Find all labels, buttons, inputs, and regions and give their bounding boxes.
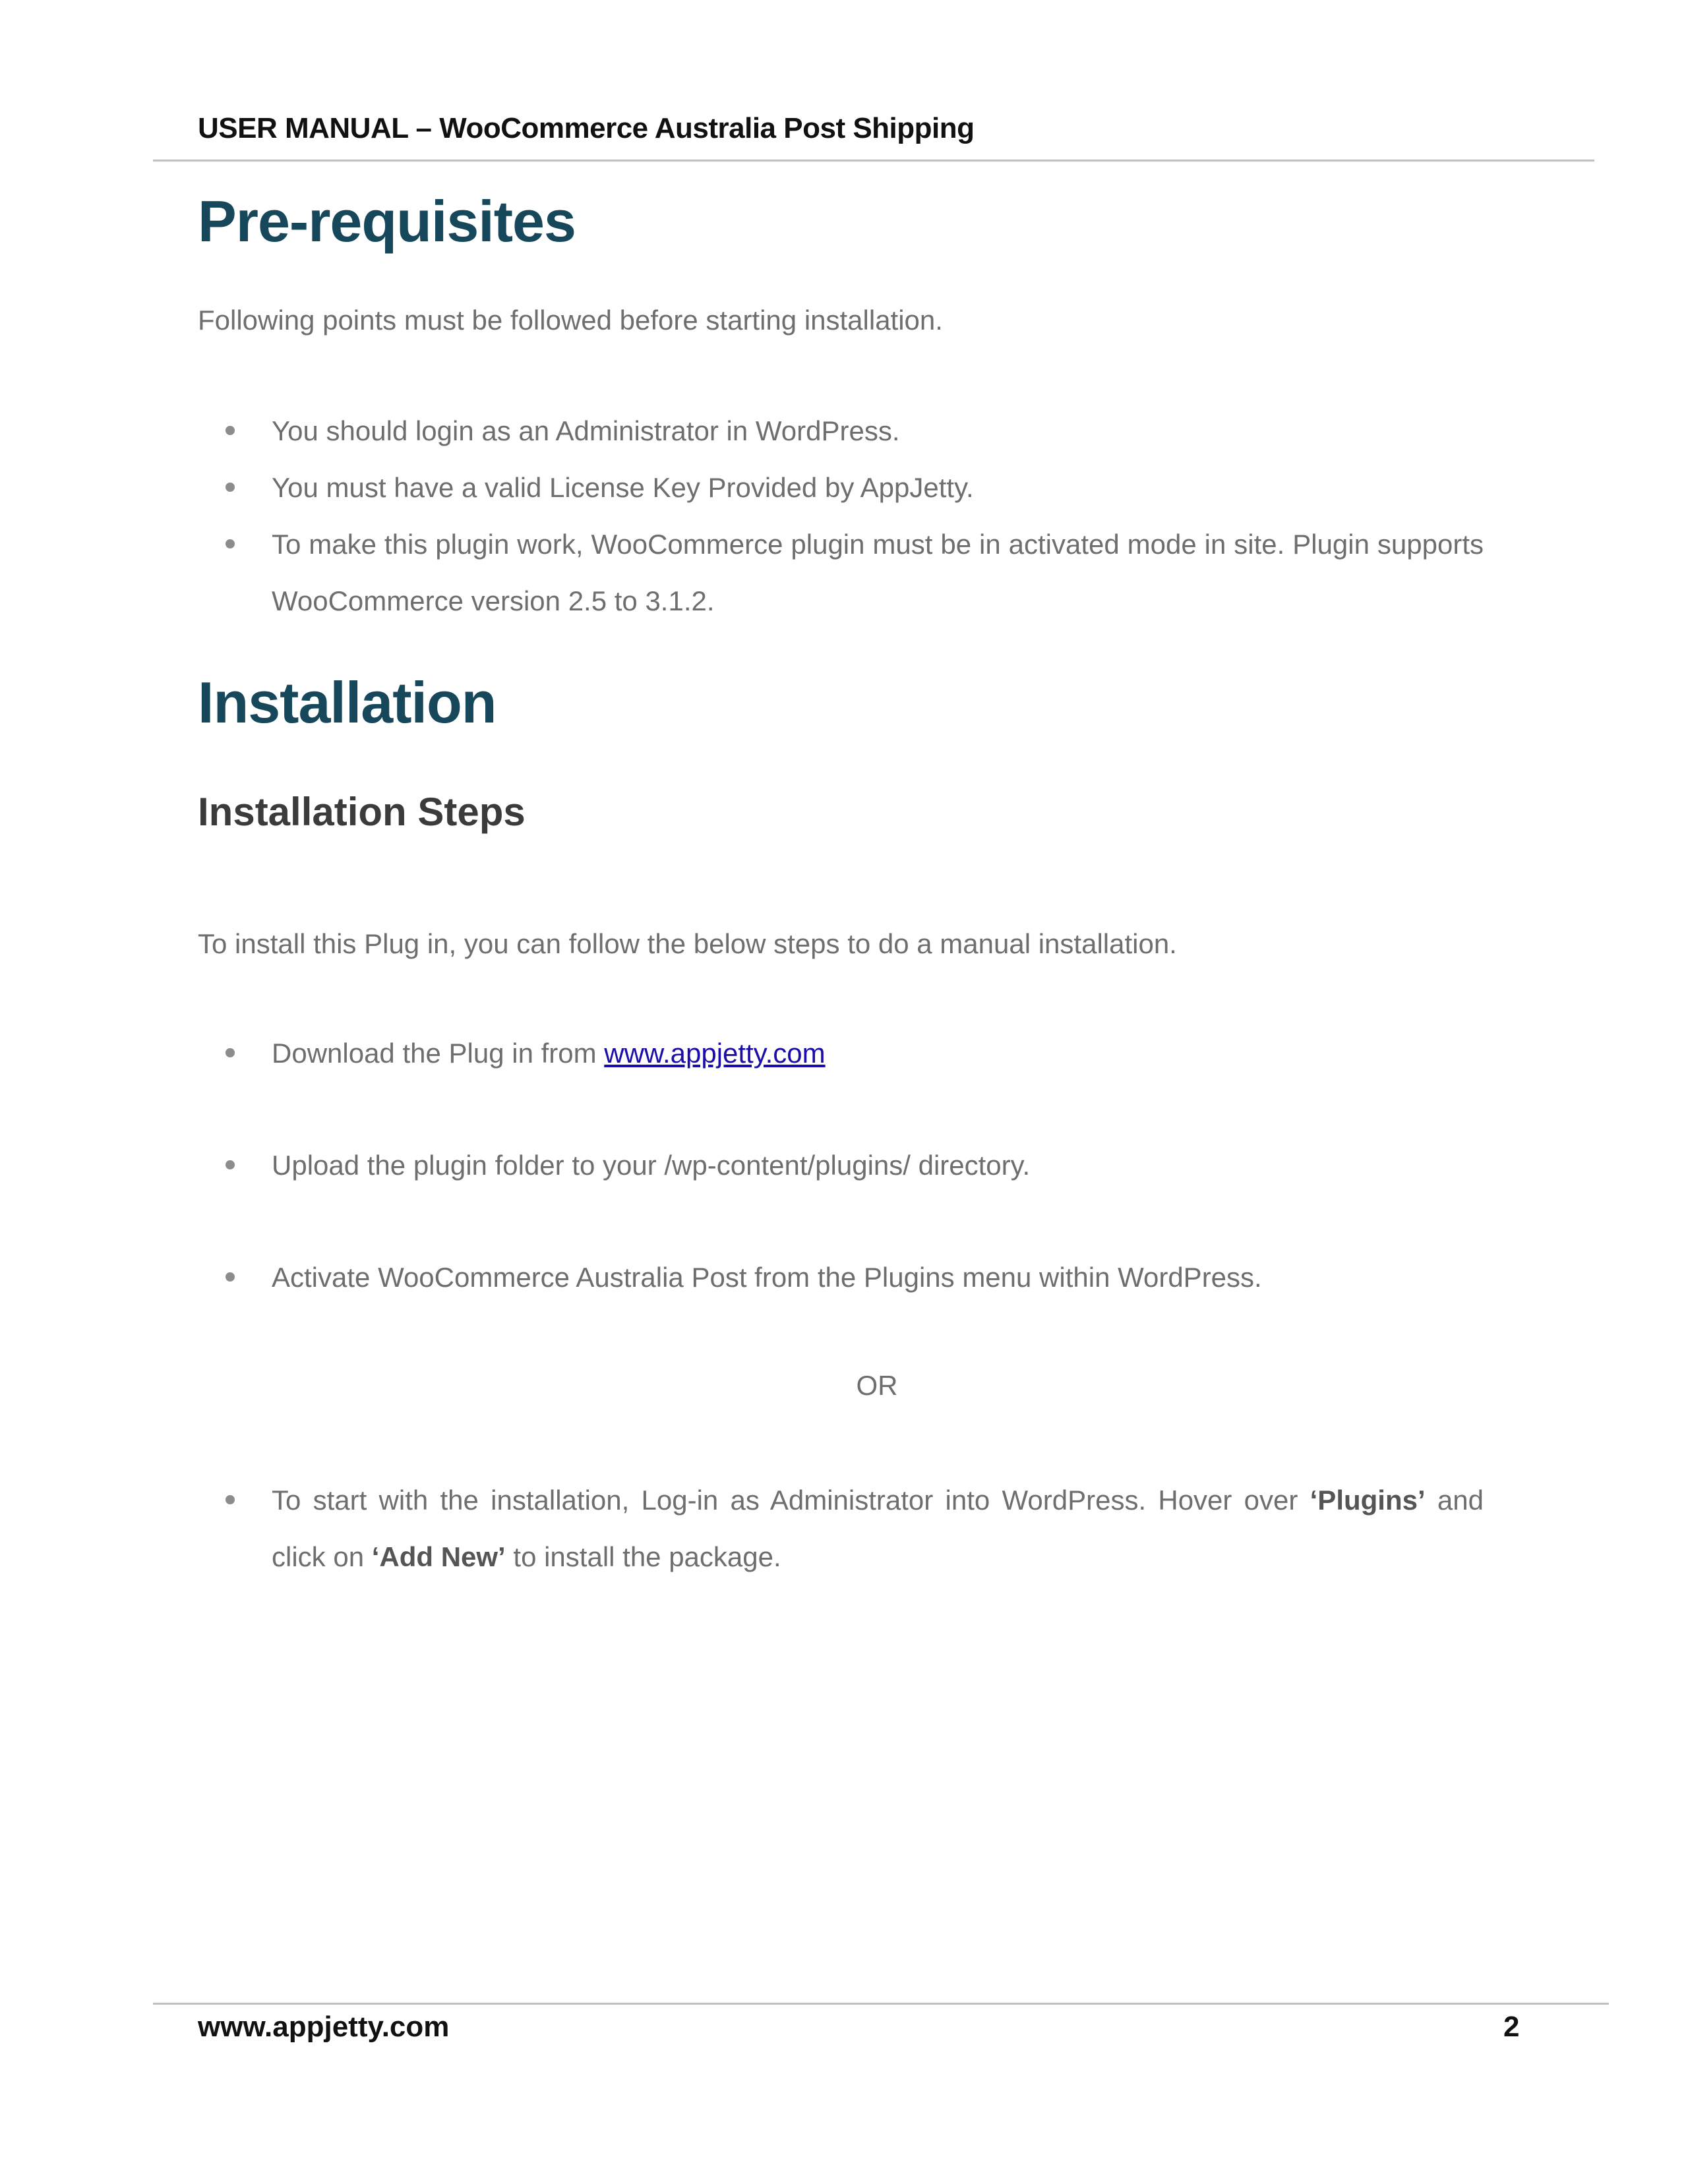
prerequisites-heading: Pre-requisites	[198, 189, 576, 254]
list-item-text: You should login as an Administrator in WordPress.	[272, 415, 900, 446]
bullet-icon	[226, 1048, 235, 1057]
list-item-text: To start with the installation, Log-in as Administrator into WordPress. Hover over ‘Plugins’ and click on ‘Add New’ to install the package.	[272, 1485, 1484, 1572]
list-item	[198, 516, 1484, 630]
list-item	[198, 1249, 1484, 1306]
list-item	[198, 1472, 1484, 1585]
installation-steps-heading: Installation Steps	[198, 790, 526, 834]
bullet-icon	[226, 426, 235, 435]
bullet-icon	[226, 539, 235, 548]
bullet-icon	[226, 1160, 235, 1169]
bullet-icon	[226, 483, 235, 492]
bullet-icon	[226, 1495, 235, 1504]
running-header: USER MANUAL – WooCommerce Australia Post Shipping	[198, 112, 975, 144]
list-item-text: Activate WooCommerce Australia Post from the Plugins menu within WordPress.	[272, 1262, 1262, 1293]
list-item-text: You must have a valid License Key Provided by AppJetty.	[272, 472, 974, 503]
footer-website: www.appjetty.com	[198, 2011, 450, 2043]
plugins-menu-term: ‘Plugins’	[1310, 1485, 1426, 1516]
bullet-icon	[226, 1272, 235, 1282]
list-item-text: Upload the plugin folder to your /wp-content/plugins/ directory.	[272, 1150, 1031, 1181]
appjetty-link[interactable]: www.appjetty.com	[604, 1038, 826, 1069]
installation-intro: To install this Plug in, you can follow the below steps to do a manual installation.	[198, 928, 1177, 959]
list-item	[198, 1025, 1484, 1082]
list-item	[198, 1137, 1484, 1194]
list-item-text: To make this plugin work, WooCommerce plugin must be in activated mode in site. Plugin supports WooCommerce version 2.5 to 3.1.2.	[272, 529, 1484, 616]
or-separator: OR	[856, 1370, 898, 1401]
list-item	[198, 459, 1484, 516]
add-new-term: ‘Add New’	[371, 1541, 506, 1572]
prerequisites-intro: Following points must be followed before starting installation.	[198, 305, 943, 336]
installation-heading: Installation	[198, 670, 497, 735]
page-number: 2	[1503, 2011, 1520, 2043]
footer-divider	[153, 2003, 1609, 2005]
header-divider	[153, 160, 1594, 162]
list-item-text: Download the Plug in from www.appjetty.com	[272, 1038, 826, 1069]
list-item	[198, 403, 1484, 459]
